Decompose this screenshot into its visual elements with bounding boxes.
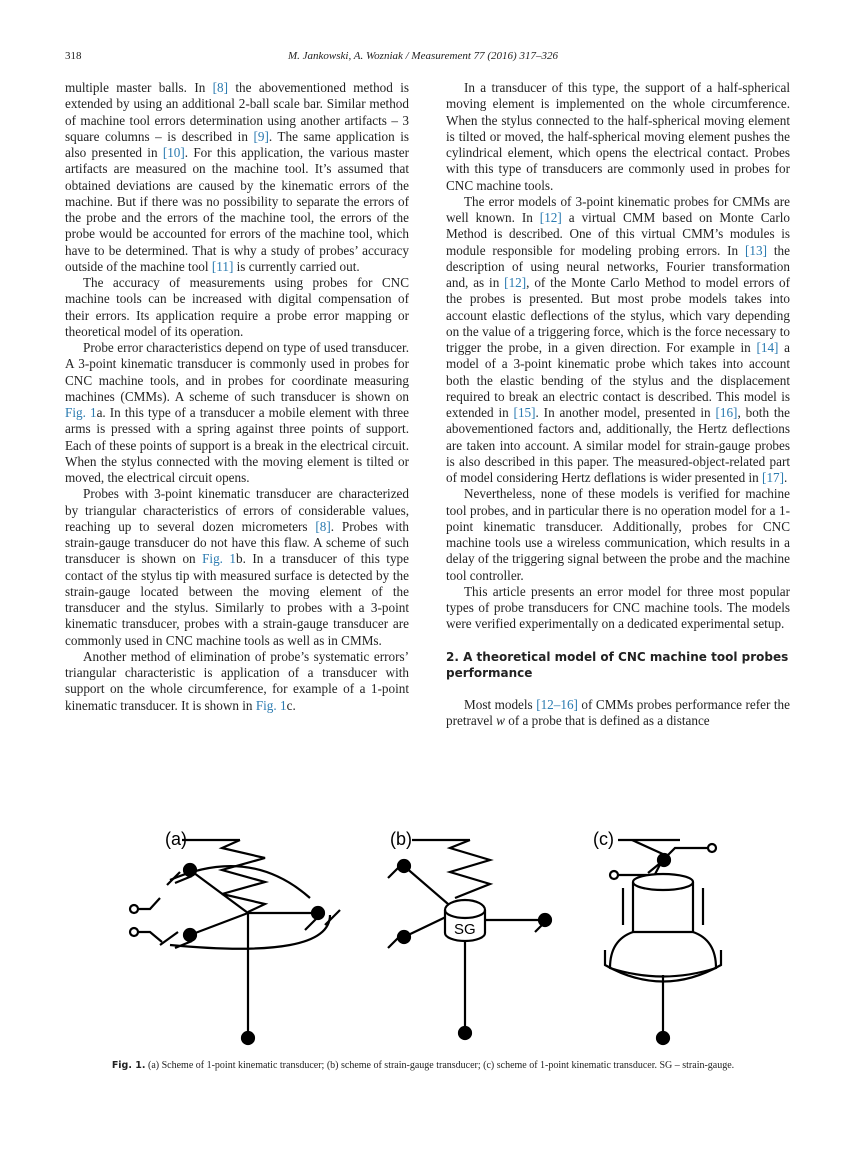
text-segment: Nevertheless, none of these models is verified for machine tool probes, and in particular there is no operation model for a 1-point kinematic transducer. Additionally, probes for CNC machine tools use a wireless communication, which results in a delay of the triggering signal between the probe and the machine tool controller.: [446, 486, 790, 583]
reference-link[interactable]: [15]: [513, 405, 536, 420]
paragraph: [65, 649, 409, 714]
schematic-c: [605, 840, 721, 1044]
text-segment: the description of using neural networks, Fourier transformation and, as in: [446, 242, 790, 290]
reference-link[interactable]: [10]: [162, 145, 185, 160]
schematic-a: [130, 840, 340, 1044]
text-segment: a. In this type of a transducer a mobile element with three arms is pressed with a spring against three points of support. Each of these points of support is a break in the electrical circuit. When the stylus connected with the moving element is tilted or moved, the electrical circuit opens.: [65, 405, 410, 485]
text-segment: a virtual CMM based on Monte Carlo Method is described. One of this virtual CMM’s modules is module responsible for modeling probing errors. In: [446, 210, 791, 258]
text-segment: . The same application is also presented in: [65, 128, 409, 160]
section-heading: 2. A theoretical model of CNC machine tool probes performance: [446, 649, 789, 680]
reference-link[interactable]: Fig. 1: [202, 551, 236, 567]
paragraph: [446, 697, 790, 730]
reference-link[interactable]: [12]: [539, 210, 562, 225]
figure-caption: [0, 1060, 846, 1071]
page-number: 318: [65, 50, 82, 62]
reference-link[interactable]: [13]: [745, 242, 767, 258]
figure-label-a: (a): [165, 829, 187, 849]
strain-gauge-label: SG: [454, 921, 476, 938]
text-segment: Probes with 3-point kinematic transducer are characterized by triangular characteristics of errors of considerable values, reaching up to several dozen micrometers: [65, 486, 409, 534]
reference-link[interactable]: [14]: [756, 340, 779, 355]
reference-link[interactable]: Fig. 1: [255, 697, 287, 713]
text-segment: c.: [286, 697, 296, 713]
paragraph: [65, 486, 409, 649]
text-segment: . Probes with strain-gauge transducer do not have this flaw. A scheme of such transducer is shown on: [65, 518, 409, 567]
text-segment: , of the Monte Carlo Method to model errors of the probes is presented. But most probe models takes into account elastic deflections of the stylus, which vary depending on the value of a triggering force, which is the force necessary to trigger the probe, in a given direction. For example in: [446, 275, 790, 355]
text-segment: . In another model, presented in: [535, 405, 716, 420]
text-segment: Another method of elimination of probe’s systematic errors’ triangular characteristic is application of a transducer with support on the whole circumference, for example of a 1-point kinematic transducer. It is shown in: [65, 648, 409, 713]
right-column: [446, 80, 790, 729]
text-segment: is currently carried out.: [233, 258, 360, 274]
left-column: [65, 80, 409, 714]
reference-link[interactable]: [8]: [212, 80, 229, 95]
text-segment: .: [784, 470, 788, 485]
text-segment: The error models of 3-point kinematic probes for CMMs are well known. In: [446, 193, 790, 225]
text-segment: of a probe that is defined as a distance: [504, 712, 710, 728]
figure-1-schematics: [0, 820, 846, 1055]
reference-link[interactable]: [12]: [504, 275, 527, 290]
text-segment: b. In a transducer of this type contact of the stylus tip with measured surface is detected by the strain-gauge located between the moving element of the transducer and the stylus. Similarly to probes with a 3-point kinematic transducer, probes with a strain-gauge transducer are commonly used in CNC machine tools as well as in CMMs.: [65, 551, 409, 648]
figure-caption-label: Fig. 1.: [111, 1060, 146, 1071]
text-segment: Probe error characteristics depend on type of used transducer. A 3-point kinematic transducer is commonly used in probes for CNC machine tools, and in probes for coordinate measuring machines (CMMs). A scheme of such transducer is shown on: [65, 340, 409, 404]
figure-label-b: (b): [390, 829, 412, 849]
reference-link[interactable]: [12–16]: [536, 696, 578, 712]
figure-label-c: (c): [593, 829, 614, 849]
reference-link[interactable]: [8]: [315, 518, 331, 534]
text-segment: multiple master balls. In: [65, 80, 213, 95]
paragraph: [446, 486, 790, 584]
text-segment: a model of a 3-point kinematic probe which takes into account both the elastic bending of the stylus and the displacement required to break an electric contact is described. This model is extended in: [446, 340, 790, 420]
schematic-b: [388, 840, 551, 1039]
text-segment: Most models: [464, 696, 537, 712]
reference-link[interactable]: [16]: [715, 405, 738, 420]
paragraph: [65, 340, 409, 486]
paragraph: [446, 584, 790, 633]
reference-link[interactable]: [17]: [762, 470, 785, 485]
paragraph: [65, 275, 409, 340]
italic-text: w: [496, 712, 505, 728]
paragraph: [446, 194, 790, 487]
paragraph: [65, 80, 409, 275]
text-segment: . For this application, the various master artifacts are measured on the machine tool. It’s assumed that obtained deviations are caused by the kinematic errors of the machine. But if there was no possibility to separate the errors of the probe and the errors of the machine tool, the errors of the probe would be accounted for errors of the machine tool, which have to be determined. That is why a study of probes’ accuracy outside of the machine tool: [65, 145, 409, 274]
text-segment: of CMMs probes performance refer the pretravel: [446, 696, 790, 728]
text-segment: the abovementioned method is extended by using an additional 2-ball scale bar. Similar method of machine tool errors determination using another artifacts – 3 square columns – is described in: [65, 80, 409, 144]
text-segment: The accuracy of measurements using probes for CNC machine tools can be increased with digital compensation of their errors. Its application require a probe error mapping or theoretical model of its operation.: [65, 275, 409, 339]
text-segment: In a transducer of this type, the support of a half-spherical moving element is implemented on the whole circumference. When the stylus connected to the half-spherical moving element is tilted or moved, the half-spherical moving element pushes the cylindrical element, which opens the electrical contact. Probes with this type of transducers are commonly used in probes for CNC machine tools.: [446, 80, 790, 193]
paragraph: [446, 80, 790, 194]
running-title: M. Jankowski, A. Wozniak / Measurement 77 (2016) 317–326: [288, 50, 558, 62]
reference-link[interactable]: [9]: [253, 128, 269, 144]
reference-link[interactable]: Fig. 1: [65, 405, 97, 420]
text-segment: , both the abovementioned factors and, additionally, the Hertz deflections are taken into account. A similar model for strain-gauge probes is also described in this paper. The measured-object-related part of model considering Hertz deflations is wider presented in: [446, 405, 790, 485]
reference-link[interactable]: [11]: [211, 258, 234, 274]
text-segment: This article presents an error model for three most popular types of probe transducers for CNC machine tools. The models were verified experimentally on a dedicated experimental setup.: [446, 583, 790, 632]
figure-caption-text: (a) Scheme of 1-point kinematic transducer; (b) scheme of strain-gauge transducer; (c) scheme of 1-point kinematic transducer. SG – strain-gauge.: [145, 1060, 735, 1071]
